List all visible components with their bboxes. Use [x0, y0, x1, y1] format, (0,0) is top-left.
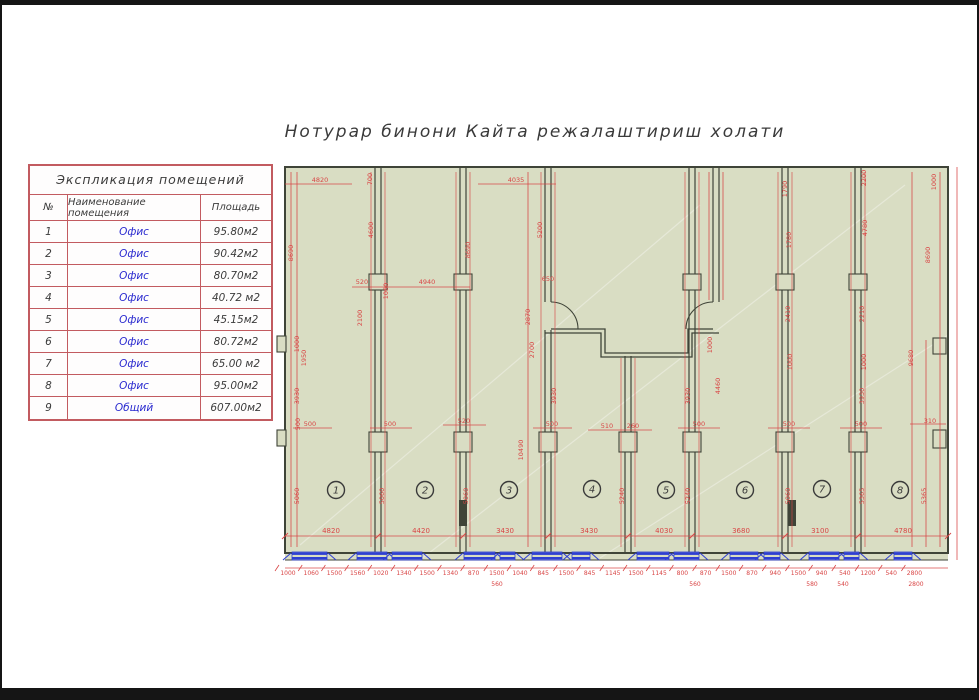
dimension-label: 5240	[684, 487, 692, 505]
dimension-label: 1145	[651, 570, 667, 577]
wall-notch	[277, 336, 286, 352]
dimension-label: 540	[837, 581, 849, 588]
row-num: 1	[30, 221, 68, 243]
dimension-label: 520	[355, 278, 369, 286]
wall-pilaster	[619, 432, 637, 452]
window-glass-line	[637, 553, 669, 555]
dimension-label: 2800	[906, 570, 923, 577]
drawing-title: Нотурар бинони Кайта режалаштириш холати	[284, 122, 786, 142]
row-name: Офис	[68, 287, 201, 309]
wall-pilaster	[849, 274, 867, 290]
dimension-label: 1200	[860, 570, 876, 577]
dimension-label: 5365	[920, 487, 928, 505]
dimension-label: 4820	[322, 527, 340, 535]
dimension-label: 3680	[732, 527, 750, 535]
dimension-label: 870	[746, 570, 758, 577]
dimension-label: 500	[545, 420, 559, 428]
room-number: 2	[421, 485, 429, 497]
dimension-label: 4940	[418, 278, 436, 286]
dimension-label: 3930	[550, 387, 558, 405]
dimension-label: 500	[782, 420, 796, 428]
dimension-label: 1000	[293, 335, 301, 353]
dimension-label: 2210	[858, 305, 866, 323]
dimension-label: 5060	[462, 487, 470, 505]
dimension-label: 2800	[908, 581, 924, 588]
wall-notch	[933, 338, 946, 354]
row-name: Офис	[68, 221, 201, 243]
dimension-label: 3430	[496, 527, 514, 535]
dimension-label: 1790	[781, 180, 789, 198]
dimension-label: 560	[689, 581, 701, 588]
col-header-name: Наименование помещения	[68, 195, 201, 221]
row-num: 6	[30, 331, 68, 353]
dimension-label: 2410	[784, 305, 792, 323]
dimension-label: 5060	[784, 487, 792, 505]
window-glass-line	[292, 553, 327, 555]
dimension-label: 1000	[786, 353, 794, 371]
dimension-label: 1500	[628, 570, 644, 577]
dimension-label: 870	[467, 570, 480, 577]
col-header-area: Площадь	[201, 195, 271, 221]
dimension-label: 2870	[524, 308, 532, 326]
row-num: 9	[30, 397, 68, 419]
dimension-label: 2100	[356, 309, 364, 327]
room-number: 8	[896, 485, 904, 497]
dimension-tick	[275, 565, 279, 571]
row-name: Общий	[68, 397, 201, 419]
row-num: 2	[30, 243, 68, 265]
dimension-label: 500	[383, 420, 397, 428]
dimension-label: 500	[854, 420, 868, 428]
window-glass-line	[500, 553, 515, 555]
row-area: 80.70м2	[201, 265, 271, 287]
window-glass-line	[357, 553, 387, 555]
dimension-label: 1020	[373, 570, 389, 577]
dimension-label: 500	[692, 420, 706, 428]
dimension-label: 800	[676, 570, 689, 577]
row-name: Офис	[68, 353, 201, 375]
dimension-label: 870	[699, 570, 712, 577]
room-number: 6	[741, 485, 749, 497]
dimension-label: 500	[303, 420, 317, 428]
window-glass-line	[464, 557, 495, 559]
dimension-label: 4780	[894, 527, 912, 535]
wall-pilaster	[454, 432, 472, 452]
dimension-label: 2700	[528, 341, 536, 359]
dimension-label: 4780	[861, 219, 869, 237]
row-area: 45.15м2	[201, 309, 271, 331]
row-num: 5	[30, 309, 68, 331]
dimension-label: 845	[537, 570, 549, 577]
row-name: Офис	[68, 243, 201, 265]
wall-pilaster	[539, 432, 557, 452]
room-number: 3	[505, 485, 513, 497]
dimension-label: 3930	[684, 387, 692, 405]
room-number: 5	[662, 485, 670, 497]
dimension-label: 580	[806, 581, 818, 588]
row-num: 7	[30, 353, 68, 375]
window-glass-line	[532, 553, 562, 555]
room-number: 7	[818, 484, 826, 496]
dimension-label: 4460	[714, 377, 722, 395]
dimension-label: 3430	[580, 527, 598, 535]
dimension-label: 1000	[930, 173, 938, 191]
dimension-label: 4600	[367, 221, 375, 239]
dimension-label: 5240	[618, 487, 626, 505]
dimension-label: 5200	[536, 221, 544, 239]
dimension-label: 500	[294, 417, 302, 431]
dimension-label: 9680	[907, 349, 915, 367]
dimension-label: 5365	[858, 487, 866, 505]
dimension-label: 310	[923, 417, 937, 425]
dimension-label: 560	[491, 581, 503, 588]
dimension-label: 1500	[419, 570, 435, 577]
dimension-label: 940	[769, 570, 781, 577]
row-name: Офис	[68, 331, 201, 353]
window-glass-line	[809, 557, 839, 559]
row-name: Офис	[68, 309, 201, 331]
window-glass-line	[674, 553, 699, 555]
wall-notch	[933, 430, 946, 448]
window-glass-line	[809, 553, 839, 555]
dimension-label: 940	[815, 570, 828, 577]
dimension-label: 1340	[442, 570, 459, 577]
window-glass-line	[894, 557, 912, 559]
window-glass-line	[764, 557, 780, 559]
dimension-label: 650	[541, 275, 555, 283]
dimension-label: 4420	[412, 527, 430, 535]
dimension-label: 1500	[790, 570, 807, 577]
row-area: 80.72м2	[201, 331, 271, 353]
dimension-label: 5060	[378, 487, 386, 505]
dimension-label: 1500	[721, 570, 737, 577]
window-glass-line	[392, 557, 422, 559]
dimension-label: 1500	[558, 570, 575, 577]
dimension-label: 520	[457, 417, 471, 425]
dimension-label: 1000	[280, 570, 296, 577]
room-number: 4	[588, 484, 596, 496]
col-header-num: №	[30, 195, 68, 221]
dimension-label: 1560	[349, 570, 366, 577]
dimension-label: 540	[839, 570, 851, 577]
window-glass-line	[357, 557, 387, 559]
row-area: 95.00м2	[201, 375, 271, 397]
row-area: 95.80м2	[201, 221, 271, 243]
room-number: 1	[332, 485, 340, 497]
dimension-label: 1500	[489, 570, 505, 577]
row-area: 65.00 м2	[201, 353, 271, 375]
wall-pilaster	[369, 432, 387, 452]
dimension-label: 1340	[396, 570, 412, 577]
dimension-label: 2200	[860, 169, 868, 187]
wall-pilaster	[776, 274, 794, 290]
dimension-label: 3930	[858, 387, 866, 405]
window-glass-line	[730, 553, 758, 555]
window-glass-line	[844, 553, 859, 555]
window-glass-line	[764, 553, 780, 555]
window-glass-line	[730, 557, 758, 559]
dimension-label: 8690	[464, 241, 472, 259]
window-glass-line	[637, 557, 669, 559]
table-title: Экспликация помещений	[30, 166, 271, 195]
dimension-label: 8690	[287, 244, 295, 262]
window-glass-line	[500, 557, 515, 559]
row-num: 8	[30, 375, 68, 397]
dimension-label: 4035	[507, 176, 525, 184]
row-num: 4	[30, 287, 68, 309]
dimension-label: 1060	[303, 570, 319, 577]
dimension-label: 540	[885, 570, 897, 577]
dimension-label: 1040	[512, 570, 528, 577]
dimension-label: 1000	[706, 336, 714, 354]
dimension-label: 1500	[326, 570, 343, 577]
dimension-label: 1780	[785, 231, 793, 249]
wall-pilaster	[683, 432, 701, 452]
window-glass-line	[392, 553, 422, 555]
dimension-label: 1145	[605, 570, 621, 577]
window-glass-line	[572, 557, 590, 559]
window-glass-line	[532, 557, 562, 559]
wall-pilaster	[776, 432, 794, 452]
window-glass-line	[572, 553, 590, 555]
dimension-label: 1950	[300, 349, 308, 367]
wall-pilaster	[683, 274, 701, 290]
dimension-label: 8690	[924, 246, 932, 264]
row-area: 40.72 м2	[201, 287, 271, 309]
wall-pilaster	[454, 274, 472, 290]
dimension-label: 845	[583, 570, 596, 577]
dimension-label: 10490	[517, 439, 525, 461]
wall-notch	[277, 430, 286, 446]
dimension-label: 1000	[860, 353, 868, 371]
window-glass-line	[844, 557, 859, 559]
dimension-label: 4030	[655, 527, 673, 535]
wall-pilaster	[849, 432, 867, 452]
row-name: Офис	[68, 375, 201, 397]
row-num: 3	[30, 265, 68, 287]
window-glass-line	[674, 557, 699, 559]
dimension-label: 260	[626, 422, 640, 430]
window-glass-line	[464, 553, 495, 555]
row-area: 607.00м2	[210, 402, 262, 414]
window-glass-line	[292, 557, 327, 559]
dimension-label: 510	[600, 422, 614, 430]
row-name: Офис	[68, 265, 201, 287]
dimension-label: 5060	[293, 487, 301, 505]
window-glass-line	[894, 553, 912, 555]
dimension-label: 3100	[811, 527, 829, 535]
row-area: 90.42м2	[201, 243, 271, 265]
dimension-label: 1060	[382, 282, 390, 300]
dimension-label: 700	[366, 172, 374, 186]
dimension-label: 3930	[293, 387, 301, 405]
dimension-label: 4820	[311, 176, 329, 184]
